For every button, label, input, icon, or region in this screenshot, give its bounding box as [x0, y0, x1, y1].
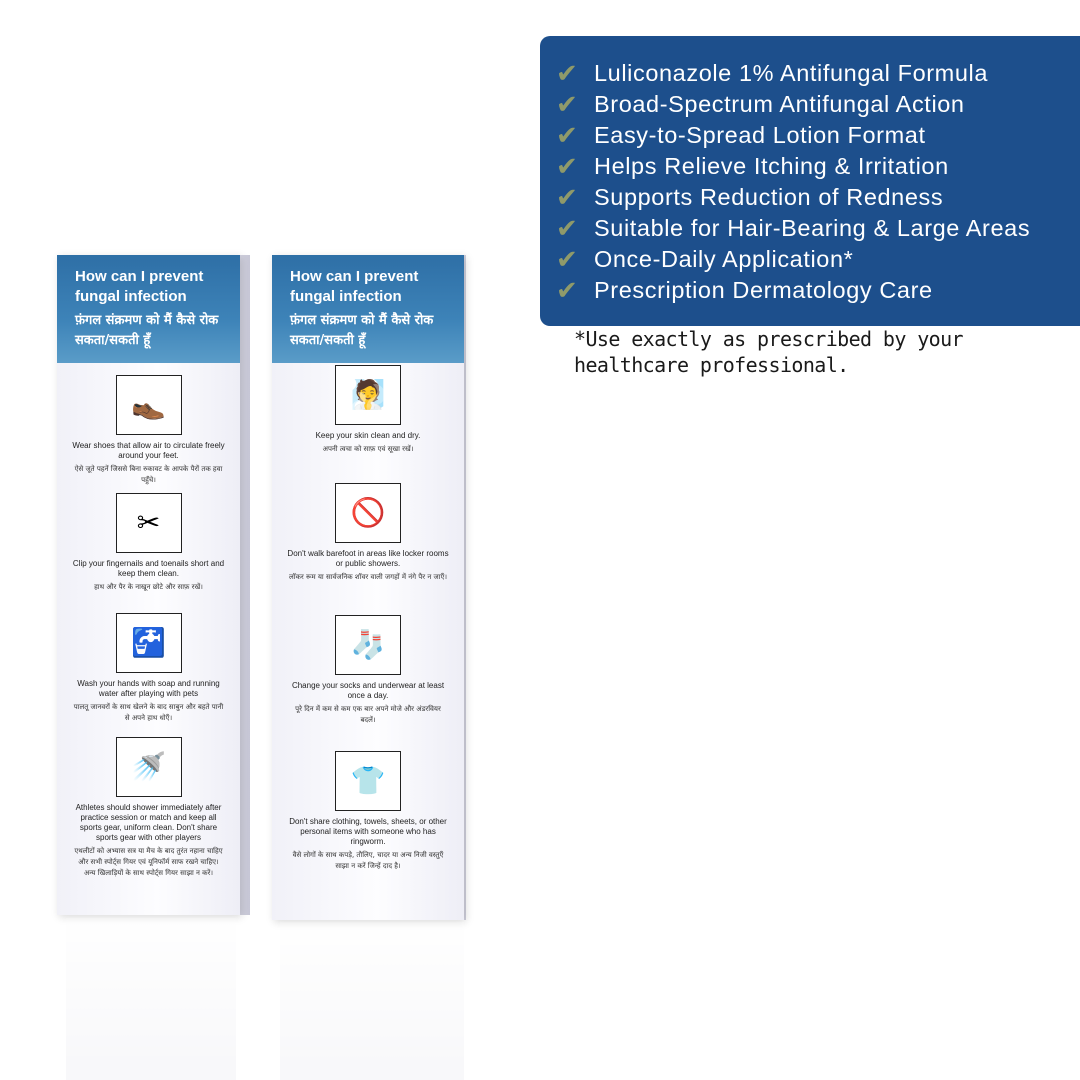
- tip-item: 🚰 Wash your hands with soap and running water after playing with pets पालतू जानवरों के साथ खेलने के बाद साबुन और बहते पानी से अपने हाथ धोएँ।: [57, 613, 240, 724]
- clothes-stack-icon: 👕: [335, 751, 401, 811]
- tip-item: 👞 Wear shoes that allow air to circulate freely around your feet. ऐसे जूते पहनें जिससे बिना रुकावट के आपके पैरों तक हवा पहुँचे।: [57, 375, 240, 486]
- feature-item: ✔ Helps Relieve Itching & Irritation: [556, 151, 949, 182]
- tip-item: ✂ Clip your fingernails and toenails short and keep them clean. हाथ और पैर के नाखून छोटे और साफ़ रखें।: [57, 493, 240, 593]
- box-left-heading-hi: फ़ंगल संक्रमण को मैं कैसे रोक सकता/सकती हूँ: [75, 313, 219, 348]
- check-icon: ✔: [556, 58, 578, 89]
- box-right-reflection: [280, 922, 464, 1080]
- tip-item: 👕 Don't share clothing, towels, sheets, or other personal items with someone who has ringworm. वैसे लोगों के साथ कपड़े, तौलिए, चादर या अन्य निजी वस्तुएँ साझा न करें जिन्हें दाद है।: [272, 751, 464, 872]
- hand-wash-icon: 🚰: [116, 613, 182, 673]
- check-icon: ✔: [556, 244, 578, 275]
- box-left-heading-en: How can I prevent fungal infection: [75, 268, 204, 305]
- feature-item: ✔ Broad-Spectrum Antifungal Action: [556, 89, 965, 120]
- check-icon: ✔: [556, 120, 578, 151]
- tip-item: 🚫 Don't walk barefoot in areas like locker rooms or public showers. लॉकर रूम या सार्वजनिक शॉवर वाली जगहों में नंगे पैर न जाएँ।: [272, 483, 464, 583]
- check-icon: ✔: [556, 275, 578, 306]
- feature-item: ✔ Once-Daily Application*: [556, 244, 854, 275]
- box-left-reflection: [66, 918, 236, 1080]
- box-right-header: [272, 255, 464, 363]
- socks-underwear-icon: 🧦: [335, 615, 401, 675]
- shower-icon: 🚿: [116, 737, 182, 797]
- check-icon: ✔: [556, 182, 578, 213]
- product-box-right: [272, 255, 464, 920]
- shoe-icon: 👞: [116, 375, 182, 435]
- face-towel-icon: 🧖: [335, 365, 401, 425]
- feature-item: ✔ Prescription Dermatology Care: [556, 275, 933, 306]
- feature-item: ✔ Suitable for Hair-Bearing & Large Areas: [556, 213, 1031, 244]
- tip-item: 🧦 Change your socks and underwear at least once a day. पूरे दिन में कम से कम एक बार अपने मोजे और अंडरवियर बदलें।: [272, 615, 464, 726]
- box-right-heading-hi: फ़ंगल संक्रमण को मैं कैसे रोक सकता/सकती हूँ: [290, 313, 434, 348]
- feature-item: ✔ Luliconazole 1% Antifungal Formula: [556, 58, 989, 89]
- tip-item: 🚿 Athletes should shower immediately after practice session or match and keep all sports gear, uniform clean. Don't share sports gear with other players एथलीटों को अभ्यास सत्र या मैच के बाद तुरंत नहाना चाहिए और सभी स्पोर्ट्स गियर एवं यूनिफॉर्म साफ रखने चाहिए। अन्य खिलाड़ियों के साथ स्पोर्ट्स गियर साझा न करें।: [57, 737, 240, 879]
- check-icon: ✔: [556, 213, 578, 244]
- feature-panel: [540, 36, 1080, 326]
- feature-item: ✔ Supports Reduction of Redness: [556, 182, 944, 213]
- no-barefoot-icon: 🚫: [335, 483, 401, 543]
- nail-clipper-icon: ✂: [116, 493, 182, 553]
- box-right-heading-en: How can I prevent fungal infection: [290, 268, 419, 305]
- feature-item: ✔ Easy-to-Spread Lotion Format: [556, 120, 926, 151]
- tip-item: 🧖 Keep your skin clean and dry. अपनी त्वचा को साफ़ एवं सूखा रखें।: [272, 365, 464, 455]
- box-left-header: [57, 255, 240, 363]
- check-icon: ✔: [556, 89, 578, 120]
- footnote: *Use exactly as prescribed by your healthcare professional.: [574, 327, 963, 377]
- product-box-left: [57, 255, 240, 915]
- check-icon: ✔: [556, 151, 578, 182]
